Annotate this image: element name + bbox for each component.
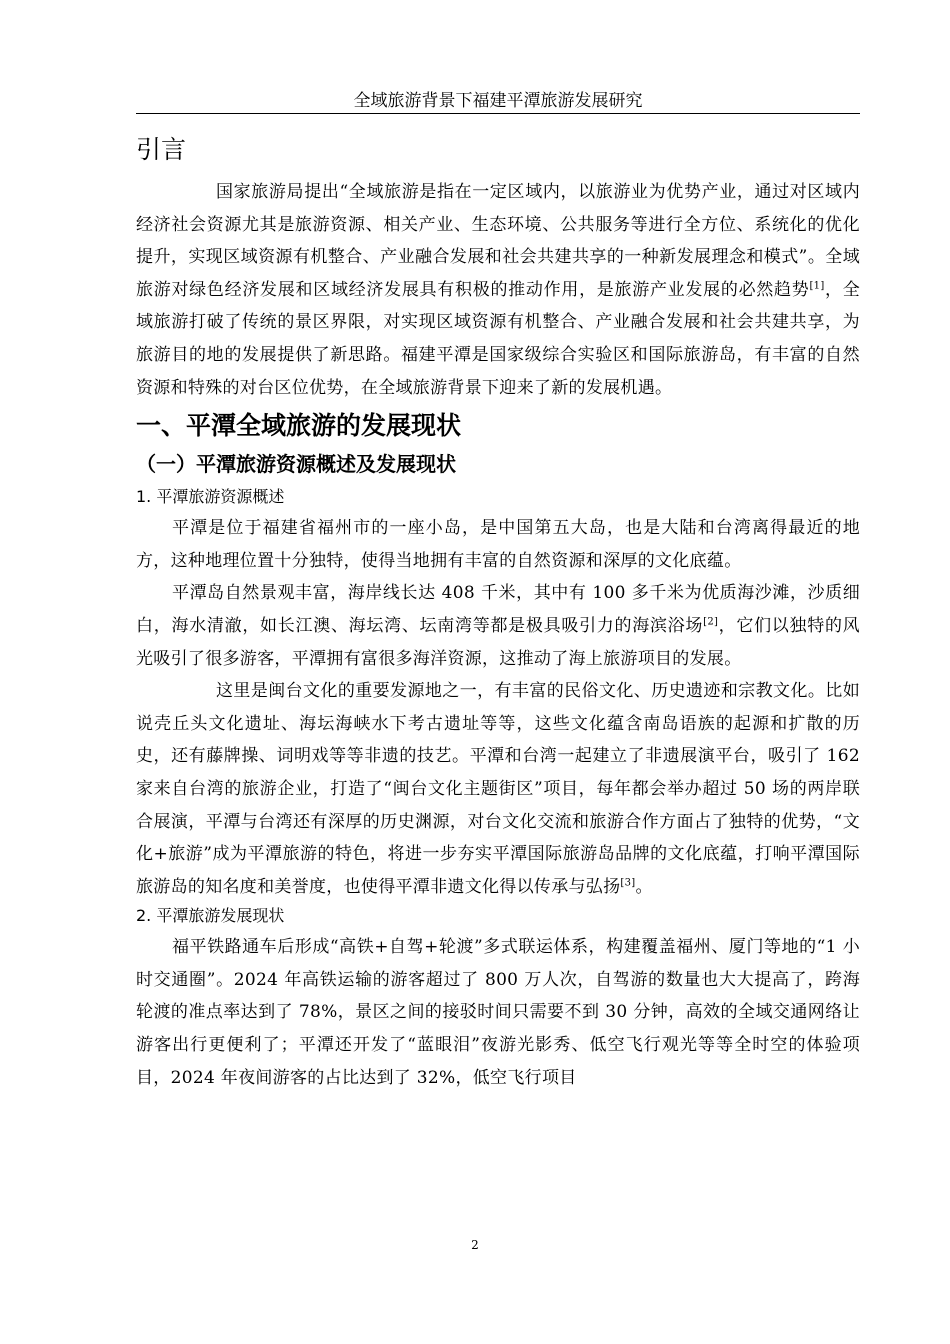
- header-rule: [136, 113, 860, 114]
- item-2-heading: 2. 平潭旅游发展现状: [136, 906, 285, 926]
- intro-paragraph: [136, 176, 860, 404]
- citation-3: [3]: [620, 877, 636, 889]
- item-1-heading: 1. 平潭旅游资源概述: [136, 487, 285, 507]
- running-header: 全域旅游背景下福建平潭旅游发展研究: [353, 91, 643, 111]
- item-1-paragraph-3: [136, 675, 860, 903]
- item-2-paragraph-1: 福平铁路通车后形成“高铁+自驾+轮渡”多式联运体系，构建覆盖福州、厦门等地的“1 小时交通圈”。2024 年高铁运输的游客超过了 800 万人次，自驾游的数量也大大提高了，跨海轮渡的准点率达到了 78%，景区之间的接驳时间只需要不到 30 分钟，高效的全域交通网络让游客出行更便利了；平潭还开发了“蓝眼泪”夜游光影秀、低空飞行观光等等全时空的体验项目，2024 年夜间游客的占比达到了 32%，低空飞行项目: [136, 937, 860, 1088]
- item-1-paragraph-2: [136, 577, 860, 675]
- item-1-paragraph-1: 平潭是位于福建省福州市的一座小岛，是中国第五大岛，也是大陆和台湾离得最近的地方，这种地理位置十分独特，使得当地拥有丰富的自然资源和深厚的文化底蕴。: [136, 518, 860, 571]
- item-1-paragraph-3-text: 这里是闽台文化的重要发源地之一，有丰富的民俗文化、历史遗迹和宗教文化。比如说壳丘头文化遗址、海坛海峡水下考古遗址等等，这些文化蕴含南岛语族的起源和扩散的历史，还有藤牌操、词明戏等等非遗的技艺。平潭和台湾一起建立了非遗展演平台，吸引了 162 家来自台湾的旅游企业，打造了“闽台文化主题街区”项目，每年都会举办超过 50 场的两岸联合展演，平潭与台湾还有深厚的历史渊源，对台文化交流和旅游合作方面占了独特的优势，“文化+旅游”成为平潭旅游的特色，将进一步夯实平潭国际旅游岛品牌的文化底蕴，打响平潭国际旅游岛的知名度和美誉度，也使得平潭非遗文化得以传承与弘扬: [136, 681, 860, 897]
- citation-2: [2]: [703, 616, 719, 628]
- page-number: 2: [471, 1238, 479, 1252]
- subsection-1-heading: （一）平潭旅游资源概述及发展现状: [136, 452, 456, 477]
- item-1-paragraph-2-tail: ，它们以独特的风光吸引了很多游客，平潭拥有富很多海洋资源，这推动了海上旅游项目的发展。: [136, 615, 860, 669]
- citation-1: [1]: [809, 280, 825, 292]
- item-1-paragraph-2-text: 平潭岛自然景观丰富，海岸线长达 408 千米，其中有 100 多千米为优质海沙滩，沙质细白，海水清澈，如长江澳、海坛湾、坛南湾等都是极具吸引力的海滨浴场: [136, 583, 860, 636]
- intro-heading: 引言: [136, 135, 187, 164]
- item-1-paragraph-3-tail: 。: [635, 876, 653, 897]
- page-content: [136, 130, 860, 1094]
- intro-paragraph-text: 国家旅游局提出“全域旅游是指在一定区域内，以旅游业为优势产业，通过对区域内经济社会资源尤其是旅游资源、相关产业、生态环境、公共服务等进行全方位、系统化的优化提升，实现区域资源有机整合、产业融合发展和社会共建共享的一种新发展理念和模式”。全域旅游对绿色经济发展和区域经济发展具有积极的推动作用，是旅游产业发展的必然趋势: [136, 182, 860, 300]
- intro-paragraph-tail: ，全域旅游打破了传统的景区界限，对实现区域资源有机整合、产业融合发展和社会共建共享，为旅游目的地的发展提供了新思路。福建平潭是国家级综合实验区和国际旅游岛，有丰富的自然资源和特殊的对台区位优势，在全域旅游背景下迎来了新的发展机遇。: [136, 279, 860, 398]
- section-1-heading: 一、平潭全域旅游的发展现状: [136, 411, 462, 441]
